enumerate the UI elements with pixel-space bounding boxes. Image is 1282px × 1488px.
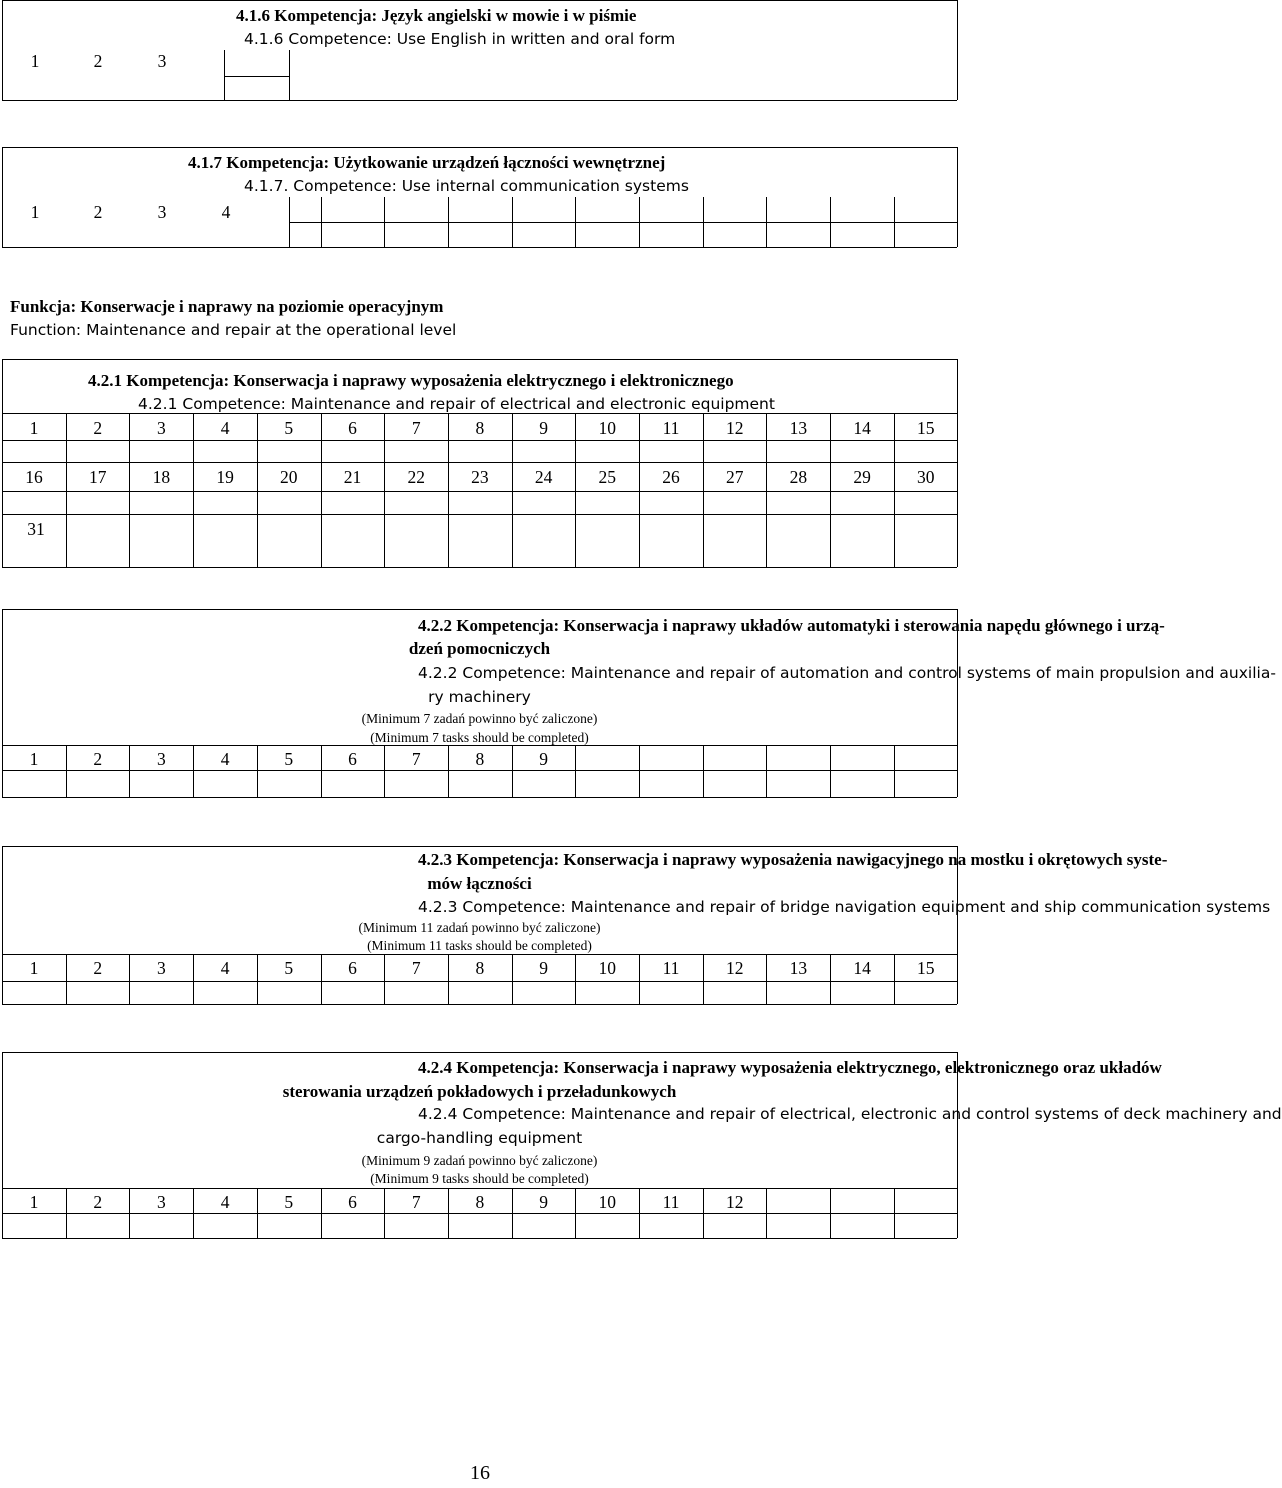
task-number: 12	[725, 958, 744, 978]
grid-line	[766, 413, 767, 567]
section-title-pl-cont: sterowania urządzeń pokładowych i przeładunkowych	[282, 1082, 677, 1101]
task-number: 15	[917, 958, 935, 978]
task-number: 4	[220, 1192, 230, 1212]
section-title-pl: 4.2.3 Kompetencja: Konserwacja i naprawy wyposażenia nawigacyjnego na mostku i okrętowych syste-	[418, 850, 1168, 869]
task-number: 6	[348, 958, 357, 978]
task-number: 10	[598, 958, 617, 978]
task-number: 18	[152, 467, 171, 487]
grid-line	[129, 1188, 130, 1238]
grid-line	[830, 954, 831, 1004]
grid-line	[639, 413, 640, 567]
grid-line	[129, 413, 130, 567]
task-number: 14	[853, 958, 871, 978]
task-number: 6	[348, 749, 357, 769]
task-number: 5	[284, 958, 294, 978]
task-number: 9	[539, 958, 548, 978]
section-title-en: 4.2.4 Competence: Maintenance and repair of electrical, electronic and control systems of deck machinery and	[418, 1105, 1282, 1123]
minimum-note-pl: (Minimum 7 zadań powinno być zaliczone)	[361, 711, 598, 726]
task-number: 28	[789, 467, 808, 487]
task-number: 31	[27, 519, 45, 539]
task-number: 17	[88, 467, 107, 487]
section-title-pl: 4.2.1 Kompetencja: Konserwacja i naprawy wyposażenia elektrycznego i elektronicznego	[88, 371, 734, 390]
section-title-en: 4.1.6 Competence: Use English in written and oral form	[244, 30, 676, 48]
grid-line	[894, 1188, 895, 1238]
task-number: 4	[220, 958, 230, 978]
section-title-pl: 4.2.4 Kompetencja: Konserwacja i naprawy wyposażenia elektrycznego, elektronicznego oraz układów	[418, 1058, 1162, 1077]
task-number: 11	[662, 1192, 680, 1212]
page-number: 16	[470, 1462, 490, 1484]
grid-line	[830, 197, 831, 247]
grid-line	[639, 1188, 640, 1238]
task-number: 10	[598, 418, 617, 438]
grid-line	[894, 745, 895, 797]
section-title-en: 4.2.1 Competence: Maintenance and repair of electrical and electronic equipment	[138, 395, 775, 413]
task-number: 22	[407, 467, 425, 487]
task-number: 4	[220, 418, 230, 438]
task-number: 1	[29, 749, 39, 769]
task-number: 2	[93, 202, 103, 222]
task-number: 1	[29, 418, 39, 438]
task-number: 7	[411, 749, 421, 769]
task-number: 1	[30, 202, 40, 222]
grid-line	[448, 197, 449, 247]
minimum-note-en: (Minimum 9 tasks should be completed)	[370, 1171, 589, 1186]
grid-line	[766, 745, 767, 797]
task-number: 3	[157, 202, 167, 222]
task-number: 3	[157, 51, 167, 71]
grid-line	[448, 1188, 449, 1238]
task-number: 14	[853, 418, 871, 438]
task-number: 8	[475, 749, 485, 769]
grid-line	[703, 745, 704, 797]
grid-line	[830, 413, 831, 567]
grid-line	[193, 1188, 194, 1238]
section-title-en: 4.2.3 Competence: Maintenance and repair of bridge navigation equipment and ship communication systems	[418, 898, 1271, 916]
function-title-en: Function: Maintenance and repair at the operational level	[10, 321, 457, 339]
minimum-note-en: (Minimum 7 tasks should be completed)	[370, 730, 589, 745]
task-number: 8	[475, 1192, 485, 1212]
task-number: 10	[598, 1192, 617, 1212]
task-number: 7	[411, 418, 421, 438]
task-number: 13	[789, 958, 808, 978]
grid-line	[193, 745, 194, 797]
section-title-pl: 4.2.2 Kompetencja: Konserwacja i naprawy układów automatyki i sterowania napędu głównego i urzą-	[418, 616, 1165, 635]
task-number: 30	[917, 467, 935, 487]
grid-line	[384, 197, 385, 247]
task-number: 8	[475, 418, 485, 438]
task-number: 24	[534, 467, 553, 487]
grid-line	[384, 1188, 385, 1238]
task-number: 23	[471, 467, 489, 487]
task-number: 2	[93, 749, 103, 769]
section-title-pl: 4.1.7 Kompetencja: Użytkowanie urządzeń łączności wewnętrznej	[188, 153, 666, 172]
grid-line	[639, 954, 640, 1004]
task-number: 5	[284, 1192, 294, 1212]
task-number: 15	[917, 418, 935, 438]
task-number: 1	[29, 958, 39, 978]
minimum-note-pl: (Minimum 9 zadań powinno być zaliczone)	[361, 1153, 598, 1168]
section-title-pl-cont: mów łączności	[427, 874, 532, 893]
grid-line	[129, 745, 130, 797]
task-number: 2	[93, 1192, 103, 1212]
grid-line	[384, 413, 385, 567]
task-number: 8	[475, 958, 485, 978]
grid-line	[512, 197, 513, 247]
grid-line	[321, 197, 322, 247]
task-number: 12	[725, 1192, 744, 1212]
task-number: 3	[157, 1192, 166, 1212]
task-number: 20	[280, 467, 298, 487]
task-number: 5	[284, 418, 294, 438]
task-number: 6	[348, 1192, 357, 1212]
grid-line	[575, 954, 576, 1004]
task-number: 29	[853, 467, 871, 487]
task-number: 26	[662, 467, 680, 487]
grid-line	[448, 413, 449, 567]
task-number: 3	[157, 958, 166, 978]
task-number: 25	[598, 467, 617, 487]
grid-line	[766, 1188, 767, 1238]
task-number: 9	[539, 1192, 548, 1212]
grid-line	[830, 745, 831, 797]
task-number: 19	[216, 467, 234, 487]
grid-line	[384, 954, 385, 1004]
task-number: 11	[662, 418, 680, 438]
task-number: 12	[725, 418, 744, 438]
task-number: 9	[539, 749, 548, 769]
task-number: 7	[411, 958, 421, 978]
section-title-en-cont: ry machinery	[428, 688, 531, 706]
task-number: 27	[725, 467, 744, 487]
task-number: 2	[93, 418, 103, 438]
task-number: 7	[411, 1192, 421, 1212]
section-title-en-cont: cargo-handling equipment	[376, 1129, 583, 1147]
grid-line	[575, 745, 576, 797]
grid-line	[193, 413, 194, 567]
grid-line	[129, 954, 130, 1004]
task-number: 2	[93, 51, 103, 71]
section-title-en: 4.2.2 Competence: Maintenance and repair of automation and control systems of main propulsion and auxilia-	[418, 664, 1276, 682]
grid-line	[448, 745, 449, 797]
task-number: 3	[157, 749, 166, 769]
grid-line	[894, 197, 895, 247]
task-number: 3	[157, 418, 166, 438]
function-title-pl: Funkcja: Konserwacje i naprawy na poziomie operacyjnym	[10, 297, 444, 316]
grid-line	[830, 1188, 831, 1238]
grid-line	[575, 197, 576, 247]
minimum-note-pl: (Minimum 11 zadań powinno być zaliczone)	[358, 920, 601, 935]
grid-line	[193, 954, 194, 1004]
task-number: 16	[25, 467, 43, 487]
task-number: 6	[348, 418, 357, 438]
grid-line	[575, 1188, 576, 1238]
grid-line	[639, 745, 640, 797]
grid-line	[575, 413, 576, 567]
grid-line	[448, 954, 449, 1004]
grid-line	[703, 197, 704, 247]
grid-line	[766, 197, 767, 247]
section-title-pl: 4.1.6 Kompetencja: Język angielski w mowie i w piśmie	[236, 6, 637, 25]
section-title-en: 4.1.7. Competence: Use internal communication systems	[244, 177, 689, 195]
minimum-note-en: (Minimum 11 tasks should be completed)	[367, 938, 592, 953]
grid-line	[766, 954, 767, 1004]
task-number: 13	[789, 418, 808, 438]
grid-line	[639, 197, 640, 247]
task-number: 11	[662, 958, 680, 978]
task-number: 5	[284, 749, 294, 769]
task-number: 1	[29, 1192, 39, 1212]
section-title-pl-cont: dzeń pomocniczych	[408, 639, 551, 658]
task-number: 9	[539, 418, 548, 438]
grid-line	[384, 745, 385, 797]
task-number: 21	[343, 467, 362, 487]
task-number: 1	[30, 51, 40, 71]
task-number: 4	[221, 202, 231, 222]
task-number: 2	[93, 958, 103, 978]
task-number: 4	[220, 749, 230, 769]
